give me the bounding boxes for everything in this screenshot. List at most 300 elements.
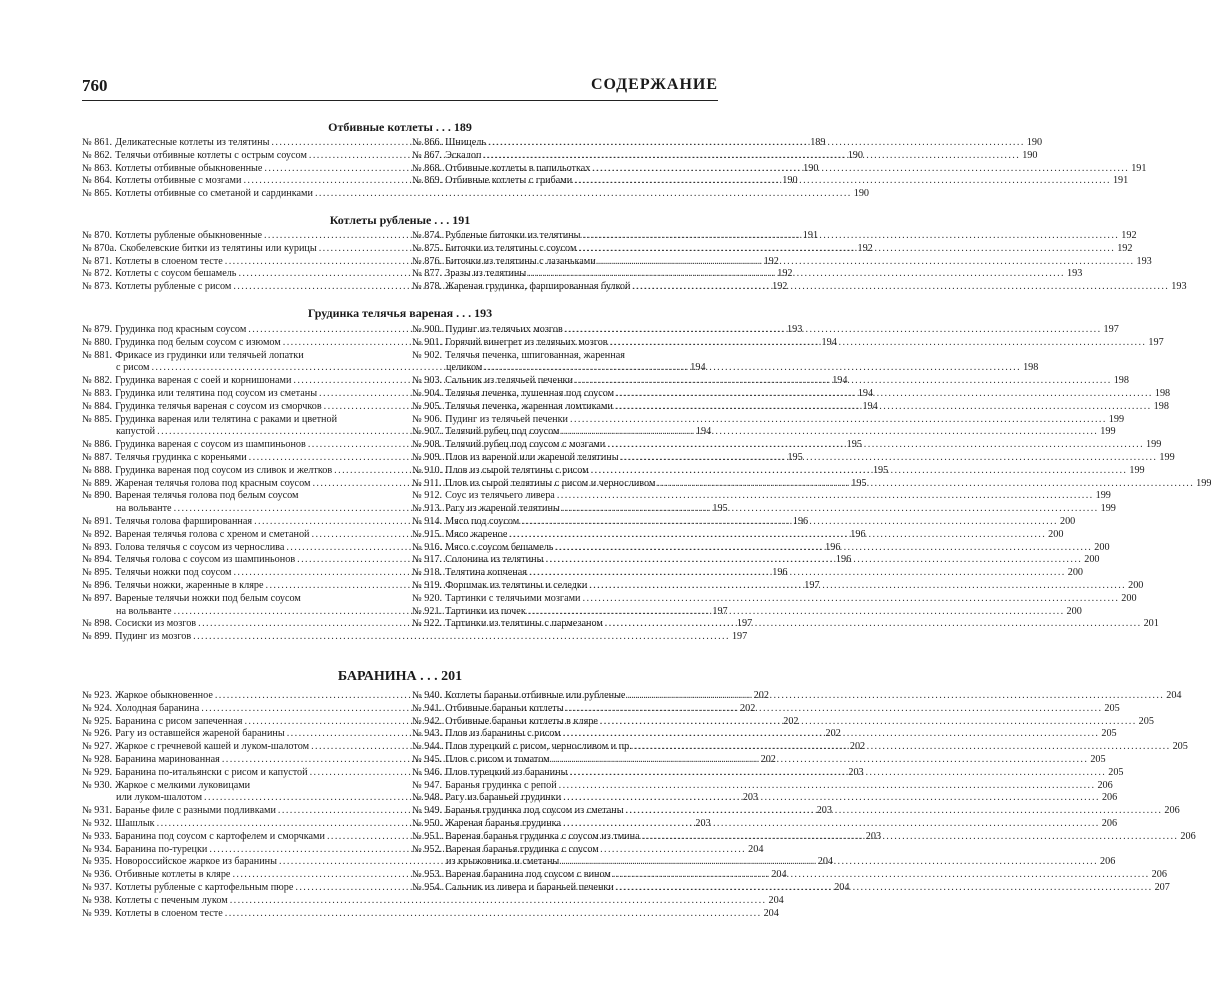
entry-title: Жаркое обыкновенное (115, 690, 213, 701)
dot-leader (561, 818, 1102, 831)
entry-number: № 908. (412, 439, 443, 451)
entry-number: № 947. (412, 779, 443, 791)
dot-leader (526, 268, 1067, 281)
entry-number: № 902. (412, 349, 443, 361)
toc-entry (412, 779, 1113, 793)
entry-page: 196 (825, 541, 841, 553)
dot-leader (614, 388, 1155, 401)
entry-page: 192 (1121, 230, 1137, 241)
entry-number: № 876. (412, 255, 443, 267)
dot-leader (587, 580, 1128, 593)
entry-number: № 890. (82, 490, 113, 502)
entry-page: 193 (1171, 281, 1187, 293)
entry-page: 190 (782, 175, 798, 187)
entry-page: 200 (1121, 592, 1137, 604)
entry-number: № 915. (412, 528, 443, 540)
entry-title: Телячья печенка, тушенная под соусом (445, 387, 615, 399)
entry-title: Баранина по-турецки (115, 843, 208, 855)
entry-title: Сосиски из мозгов (115, 618, 197, 630)
toc-entry (82, 350, 385, 363)
entry-title: Котлеты с соусом бешамель (115, 268, 237, 280)
entry-page: 198 (1154, 387, 1171, 399)
dot-leader (228, 895, 769, 908)
entry-number: № 945. (412, 753, 443, 765)
dot-leader (625, 690, 1166, 703)
entry-title: Баранина с рисом запеченная (115, 715, 243, 727)
entry-number: № 920. (412, 592, 443, 604)
entry-number: № 869. (412, 175, 443, 187)
dot-leader (553, 542, 1094, 555)
entry-page: 206 (1101, 792, 1118, 804)
entry-title: Рагу из жареной телятины (445, 503, 560, 515)
entry-title: или луком-шалотом (116, 792, 203, 804)
section-title: Отбивные котлеты . . . 189 (328, 120, 472, 134)
entry-page: 206 (1097, 779, 1113, 791)
entry-page: 191 (1112, 175, 1129, 187)
entry-page: 202 (849, 741, 866, 753)
entry-number: № 943. (412, 728, 443, 740)
entry-page: 206 (1180, 830, 1196, 842)
entry-title: Телячья печенка, шпигованная, жаренная (445, 349, 625, 361)
entry-title: Тартинки с телячьими мозгами (445, 592, 581, 604)
entry-title: Плов с рисом и томатом (445, 753, 550, 765)
dot-leader (632, 741, 1173, 754)
dot-leader (507, 529, 1048, 542)
entry-title: Жаркое с гречневой кашей и луком-шалотом (115, 741, 310, 753)
entry-title: Мясо жареное (445, 528, 508, 540)
entry-page: 198 (1153, 400, 1169, 412)
entry-number: № 914. (412, 515, 443, 527)
entry-title: Пудинг из телячьих мозгов (445, 324, 563, 335)
entry-number: № 919. (412, 579, 443, 591)
entry-number: № 927. (82, 741, 113, 753)
dot-leader (576, 243, 1117, 256)
entry-page: 204 (768, 894, 784, 906)
entry-page: 205 (1104, 702, 1120, 714)
entry-title: Жареная грудинка, фаршированная булкой (445, 281, 631, 293)
entry-number: № 895. (82, 567, 113, 579)
entry-number: № 909. (412, 451, 443, 463)
entry-page: 190 (1022, 149, 1038, 161)
entry-page: 202 (740, 702, 756, 714)
dot-leader (611, 869, 1152, 882)
entry-page: 194 (862, 400, 878, 412)
entry-number: № 940. (412, 690, 443, 701)
dot-leader (630, 281, 1171, 294)
entry-page: 203 (848, 766, 864, 778)
dot-leader (527, 567, 1068, 580)
entry-number: № 885. (82, 413, 113, 425)
entry-page: 206 (1164, 805, 1180, 817)
entry-page: 205 (1172, 741, 1188, 753)
entry-title: Биточки из телятины с лазаньками (445, 255, 596, 267)
dot-leader (559, 426, 1100, 439)
dot-leader (486, 137, 1027, 150)
entry-number: № 879. (82, 324, 113, 335)
dot-leader (590, 163, 1131, 176)
dot-leader (596, 256, 1137, 269)
dot-leader (482, 362, 1023, 375)
entry-page: 193 (1067, 268, 1083, 280)
dot-leader (561, 792, 1102, 805)
entry-number: № 864. (82, 175, 113, 187)
entry-number: № 951. (412, 830, 443, 842)
dot-leader (614, 882, 1155, 895)
entry-number: № 891. (82, 515, 113, 527)
entry-page: 204 (771, 869, 787, 881)
entry-page: 196 (792, 515, 809, 527)
entry-page: 199 (1146, 439, 1162, 451)
entry-title: из крыжовника и сметаны (446, 856, 560, 868)
dot-leader (481, 150, 1022, 163)
entry-title: Котлеты рубленые с картофельным пюре (115, 881, 294, 893)
entry-title: Грудинка вареная под соусом из сливок и желтков (115, 464, 333, 476)
entry-page: 200 (1067, 567, 1084, 579)
entry-page: 195 (872, 464, 889, 476)
entry-page: 198 (1023, 362, 1039, 374)
entry-number: № 871. (82, 255, 113, 267)
entry-page: 206 (1151, 869, 1167, 881)
entry-title: Форшмак из телятины и селедки (445, 579, 588, 591)
entry-title: Грудинка вареная или телятина с раками и цветной (115, 413, 338, 425)
entry-page: 197 (731, 631, 748, 643)
entry-page: 192 (772, 281, 788, 293)
entry-number: № 907. (412, 426, 443, 438)
entry-number: № 924. (82, 702, 113, 714)
entry-page: 206 (1101, 817, 1118, 829)
entry-page: 190 (803, 162, 819, 174)
entry-number: № 897. (82, 592, 113, 604)
entry-page: 203 (695, 817, 711, 829)
entry-number: № 923. (82, 690, 113, 701)
entry-title: Зразы из телятины (445, 268, 527, 280)
dot-leader (543, 554, 1084, 567)
entry-number: № 878. (412, 281, 443, 293)
entry-number: № 934. (82, 843, 113, 855)
dot-leader (559, 856, 1100, 869)
entry-page: 194 (821, 336, 837, 348)
entry-title: Телячий рубец под соусом с мозгами (445, 439, 606, 451)
entry-title: на вольванте (116, 605, 172, 617)
dot-leader (550, 754, 1091, 767)
entry-number: № 948. (412, 792, 443, 804)
entry-number: № 906. (412, 413, 443, 425)
entry-title: Отбивные бараньи котлеты (445, 702, 564, 714)
entry-title: Вареные телячьи ножки под белым соусом (115, 592, 301, 604)
entry-title: Шницель (445, 137, 486, 148)
entry-number: № 862. (82, 149, 113, 161)
entry-number: № 868. (412, 162, 443, 174)
entry-number: № 874. (412, 230, 443, 241)
page-number: 760 (82, 76, 108, 95)
dot-leader (624, 805, 1165, 818)
entry-page: 189 (810, 137, 826, 148)
entry-page: 193 (787, 324, 803, 335)
entry-number: № 888. (82, 464, 113, 476)
entry-number: № 889. (82, 477, 113, 489)
toc-entry (412, 592, 1137, 606)
entry-page: 200 (1094, 541, 1110, 553)
entry-page: 204 (748, 843, 764, 855)
dot-leader (605, 439, 1146, 452)
entry-page: 199 (1196, 477, 1211, 489)
entry-title: Котлеты рубленые с рисом (115, 281, 232, 293)
dot-leader (223, 908, 764, 921)
entry-title: Шашлык (115, 817, 155, 829)
entry-title: Пудинг из телячьей печенки (445, 413, 569, 425)
entry-number: № 950. (412, 817, 443, 829)
entry-number: № 870. (82, 230, 113, 241)
toc-entry (412, 149, 1038, 163)
entry-number: № 861. (82, 137, 113, 148)
entry-page: 197 (1148, 336, 1164, 348)
entry-number: № 937. (82, 881, 113, 893)
entry-number: № 896. (82, 579, 113, 591)
entry-page: 196 (850, 528, 866, 540)
entry-number: № 882. (82, 375, 113, 387)
entry-number: № 865. (82, 188, 113, 200)
entry-title: Вареная баранья грудинка с соусом из тмина (445, 830, 640, 842)
entry-number: № 917. (412, 554, 443, 566)
entry-page: 207 (1154, 881, 1170, 893)
entry-page: 202 (825, 728, 841, 740)
entry-title: Грудинка телячья вареная с соусом из сморчков (115, 400, 322, 412)
entry-page: 204 (763, 907, 779, 919)
entry-number: № 939. (82, 907, 113, 919)
entry-number: № 898. (82, 618, 113, 630)
toc-entry (412, 413, 1125, 427)
toc-entry (82, 490, 385, 503)
entry-number: № 866. (412, 137, 443, 148)
section-title: Котлеты рубленые . . . 191 (329, 213, 471, 227)
entry-page: 190 (853, 188, 870, 200)
entry-title: Котлеты в слоеном тесте (115, 255, 223, 267)
entry-number: № 926. (82, 728, 113, 740)
entry-title: Тартинки из телятины с пармезаном (445, 618, 603, 630)
entry-number: № 935. (82, 856, 113, 868)
dot-leader (563, 324, 1104, 337)
entry-title: Плов из сырой телятины с рисом и черносливом (444, 477, 656, 489)
entry-title: Деликатесные котлеты из телятины (115, 137, 270, 148)
header-rule (82, 100, 718, 101)
entry-title: капустой (116, 426, 156, 438)
dot-leader (313, 188, 854, 201)
entry-page: 190 (1026, 137, 1043, 148)
entry-number: № 881. (82, 349, 113, 361)
entry-number: № 954. (412, 881, 443, 893)
entry-page: 204 (817, 856, 834, 868)
entry-page: 199 (1159, 451, 1175, 463)
entry-page: 194 (690, 362, 706, 374)
entry-page: 192 (1117, 242, 1133, 254)
entry-number: № 922. (412, 618, 443, 630)
entry-number: № 867. (412, 149, 443, 161)
toc-entry (82, 894, 784, 908)
dot-leader (557, 780, 1098, 793)
toc-entry (82, 593, 385, 606)
entry-title: Плов турецкий из баранины (445, 766, 568, 778)
entry-number: № 911. (412, 477, 442, 489)
entry-page: 203 (865, 830, 882, 842)
entry-title: Отбивные котлеты в кляре (115, 869, 231, 881)
dot-leader (613, 401, 1154, 414)
entry-page: 197 (712, 605, 728, 617)
entry-page: 200 (1128, 579, 1144, 591)
entry-number: № 942. (412, 715, 443, 727)
entry-title: Жареная телячья голова под красным соусом (115, 477, 311, 489)
entry-title: Рагу из бараньей грудинки (445, 792, 562, 804)
entry-page: 191 (802, 230, 819, 241)
entry-title: Биточки из телятины с соусом (445, 242, 577, 254)
entry-number: № 892. (82, 528, 113, 540)
entry-title: Телячий рубец под соусом (445, 426, 560, 438)
entry-page: 204 (834, 881, 850, 893)
entry-title: Баранья грудинка с репой (445, 779, 557, 791)
entry-number: № 932. (82, 817, 113, 829)
entry-title: Плов из сырой телятины с рисом (445, 464, 589, 476)
entry-number: № 877. (412, 268, 443, 280)
entry-page: 190 (847, 149, 863, 161)
entry-title: Рубленые биточки из телятины (445, 230, 581, 241)
entry-page: 200 (1059, 515, 1076, 527)
entry-title: Телячья печенка, жаренная ломтиками (445, 400, 613, 412)
dot-leader (191, 631, 732, 644)
entry-page: 195 (851, 477, 867, 489)
dot-leader (555, 490, 1096, 503)
entry-title: Телячьи ножки, жаренные в кляре (115, 579, 264, 591)
dot-leader (561, 728, 1102, 741)
entry-title: Горячий винегрет из телячьих мозгов (445, 336, 608, 348)
entry-page: 204 (1166, 690, 1182, 701)
dot-leader (580, 230, 1121, 243)
entry-title: Телячья грудинка с кореньями (115, 451, 247, 463)
toc-entry (82, 780, 385, 793)
entry-page: 198 (1113, 375, 1129, 387)
entry-title: Баранина под соусом с картофелем и сморчками (115, 830, 325, 842)
entry-page: 194 (695, 426, 712, 438)
entry-number: № 883. (82, 387, 113, 399)
entry-page: 205 (1108, 766, 1124, 778)
dot-leader (560, 503, 1101, 516)
entry-title: Эскалоп (445, 149, 482, 161)
entry-title: Грудинка под белым соусом с изюмом (115, 336, 281, 348)
entry-number: № 910. (412, 464, 443, 476)
dot-leader (608, 337, 1149, 350)
entry-number: № 875. (412, 242, 443, 254)
dot-leader (564, 703, 1105, 716)
entry-title: Рагу из оставшейся жареной баранины (115, 728, 285, 740)
toc-entry (412, 426, 1116, 439)
entry-title: Плов из вареной или жареной телятины (445, 451, 619, 463)
entry-number: № 884. (82, 400, 113, 412)
entry-title: Жаркое с мелкими луковицами (115, 779, 251, 791)
entry-title: Баранина по-итальянски с рисом и капустой (115, 766, 308, 778)
dot-leader (640, 831, 1181, 844)
entry-title: Грудинка вареная с соусом из шампиньонов (115, 439, 306, 451)
entry-page: 200 (1048, 528, 1064, 540)
dot-leader (526, 606, 1067, 619)
entry-page: 202 (753, 690, 769, 701)
entry-title: Котлеты отбивные с мозгами (115, 175, 242, 187)
entry-page: 196 (772, 567, 788, 579)
entry-number: № 873. (82, 281, 113, 293)
entry-page: 192 (857, 242, 873, 254)
toc-entry (82, 907, 779, 921)
entry-page: 195 (712, 503, 728, 515)
entry-title: Плов из баранины с рисом (445, 728, 561, 740)
entry-page: 202 (783, 715, 799, 727)
entry-page: 192 (777, 268, 793, 280)
entry-number: № 944. (412, 741, 443, 753)
entry-number: № 912. (412, 490, 443, 502)
entry-title: Плов турецкий с рисом, черносливом и пр. (445, 741, 632, 753)
entry-title: целиком (446, 362, 483, 374)
dot-leader (589, 465, 1130, 478)
entry-title: Котлеты с печеным луком (115, 894, 228, 906)
entry-number: № 870а. (82, 242, 117, 254)
entry-page: 205 (1090, 753, 1106, 765)
entry-title: Телячьи отбивные котлеты с острым соусом (115, 149, 307, 161)
dot-leader (567, 767, 1108, 780)
dot-leader (655, 478, 1196, 491)
entry-number: № 901. (412, 336, 443, 348)
entry-title: Котлеты в слоеном тесте (115, 907, 223, 919)
section-title: БАРАНИНА . . . 201 (337, 669, 463, 684)
toc-entry (412, 817, 1118, 831)
entry-page: 199 (1095, 490, 1111, 502)
entry-page: 199 (1100, 426, 1116, 438)
dot-leader (572, 175, 1113, 188)
entry-title: Баранье филе с разными подливками (115, 805, 276, 817)
entry-number: № 936. (82, 869, 113, 881)
entry-number: № 941. (412, 702, 443, 714)
entry-page: 195 (846, 439, 862, 451)
entry-title: Котлеты бараньи отбивные или рубленые (445, 690, 626, 701)
entry-title: Телячья голова с соусом из шампиньонов (115, 554, 296, 566)
toc-entry (412, 350, 715, 363)
entry-title: Холодная баранина (115, 702, 200, 714)
entry-number: № 880. (82, 336, 113, 348)
entry-title: Отбивные котлеты с грибами (445, 175, 573, 187)
dot-leader (598, 716, 1139, 729)
entry-number: № 899. (82, 631, 113, 643)
entry-page: 194 (857, 387, 874, 399)
entry-number: № 928. (82, 753, 113, 765)
entry-number: № 946. (412, 766, 443, 778)
section-title: Грудинка телячья вареная . . . 193 (307, 306, 493, 320)
entry-page: 193 (1136, 255, 1152, 267)
entry-page: 205 (1138, 715, 1154, 727)
entry-page: 191 (1131, 162, 1147, 174)
entry-number: № 933. (82, 830, 113, 842)
entry-title: Голова телячья с соусом из чернослива (115, 541, 285, 553)
running-head: СОДЕРЖАНИЕ (590, 76, 718, 93)
entry-number: № 904. (412, 387, 443, 399)
entry-title: Грудинка вареная с соей и корнишонами (115, 375, 292, 387)
entry-title: Новороссийское жаркое из баранины (115, 856, 277, 868)
toc-entry (82, 188, 870, 201)
toc-entry (412, 242, 1133, 256)
entry-title: Баранина маринованная (115, 753, 220, 765)
entry-title: Котлеты отбивные обыкновенные (115, 162, 263, 174)
entry-title: Соус из телячьего ливера (445, 490, 555, 502)
dot-leader (603, 618, 1144, 631)
entry-title: Мясо под соусом (445, 515, 520, 527)
entry-page: 197 (804, 579, 820, 591)
entry-number: № 887. (82, 451, 113, 463)
entry-title: Вареная телячья голова с хреном и сметаной (115, 528, 310, 540)
entry-page: 195 (787, 451, 803, 463)
